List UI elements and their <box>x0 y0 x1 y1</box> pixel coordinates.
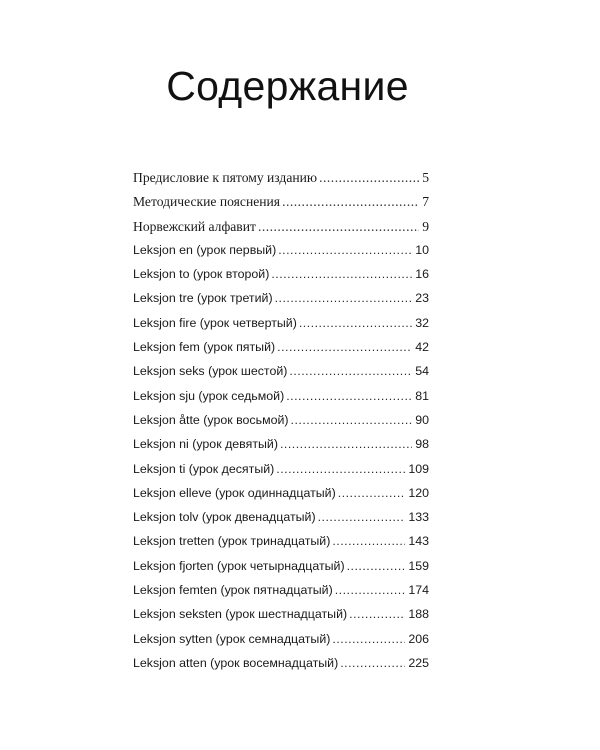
toc-entry-label: Методические пояснения <box>133 194 281 210</box>
toc-entry-page: 174 <box>408 583 429 598</box>
toc-entry-label: Leksjon ni (урок девятый) <box>133 437 278 452</box>
toc-entry-page: 42 <box>415 340 429 355</box>
toc-entry-page: 120 <box>408 485 429 500</box>
toc-entry-page: 32 <box>415 315 429 330</box>
toc-entry-label: Предисловие к пятому изданию <box>133 170 318 185</box>
dot-leader <box>275 291 413 305</box>
toc-entry <box>133 559 429 583</box>
toc-entry <box>133 243 429 267</box>
toc-entry-label: Leksjon ti (урок десятый) <box>133 461 275 476</box>
toc-entry <box>133 437 429 461</box>
table-of-contents <box>133 170 429 680</box>
dot-leader <box>332 534 405 548</box>
toc-entry-page: 90 <box>415 412 429 427</box>
toc-entry-page: 225 <box>408 655 429 670</box>
toc-entry <box>133 510 429 534</box>
dot-leader <box>289 364 412 378</box>
toc-entry <box>133 534 429 558</box>
dot-leader <box>271 267 412 281</box>
dot-leader <box>299 316 412 330</box>
toc-entry-label: Leksjon seks (урок шестой) <box>133 364 288 379</box>
toc-entry-label: Leksjon elleve (урок одиннадцатый) <box>133 485 336 500</box>
toc-entry <box>133 486 429 510</box>
dot-leader <box>286 389 412 403</box>
toc-entry-label: Leksjon fjorten (урок четырнадцатый) <box>133 558 345 573</box>
toc-entry-label: Leksjon tretten (урок тринадцатый) <box>133 534 331 549</box>
toc-entry-label: Leksjon åtte (урок восьмой) <box>133 412 289 427</box>
toc-entry <box>133 583 429 607</box>
toc-entry <box>133 462 429 486</box>
toc-entry-page: 109 <box>408 461 429 476</box>
dot-leader <box>347 559 406 573</box>
dot-leader <box>340 656 405 670</box>
toc-entry <box>133 194 429 218</box>
toc-entry-page: 5 <box>422 170 429 185</box>
toc-entry-page: 206 <box>408 631 429 646</box>
dot-leader <box>332 632 405 646</box>
toc-entry-page: 143 <box>408 534 429 549</box>
toc-entry-label: Leksjon fem (урок пятый) <box>133 340 276 355</box>
toc-entry-page: 98 <box>415 437 429 452</box>
toc-entry <box>133 316 429 340</box>
toc-entry-page: 16 <box>415 267 429 282</box>
toc-entry-page: 133 <box>408 510 429 525</box>
dot-leader <box>318 510 406 524</box>
toc-entry <box>133 364 429 388</box>
toc-entry <box>133 170 429 194</box>
toc-entry <box>133 413 429 437</box>
toc-entry-label: Leksjon tre (урок третий) <box>133 291 273 306</box>
toc-entry-page: 7 <box>422 194 429 210</box>
dot-leader <box>277 340 412 354</box>
toc-entry-label: Leksjon tolv (урок двенадцатый) <box>133 510 316 525</box>
toc-entry-label: Leksjon sytten (урок семнадцатый) <box>133 631 331 646</box>
toc-entry <box>133 656 429 680</box>
dot-leader <box>280 437 412 451</box>
toc-entry <box>133 632 429 656</box>
dot-leader <box>335 583 406 597</box>
toc-entry-label: Leksjon en (урок первый) <box>133 242 277 257</box>
toc-entry-label: Leksjon to (урок второй) <box>133 267 270 282</box>
toc-entry-label: Leksjon fire (урок четвертый) <box>133 315 297 330</box>
dot-leader <box>276 462 405 476</box>
dot-leader <box>349 607 405 621</box>
dot-leader <box>319 170 419 186</box>
toc-entry-page: 10 <box>415 242 429 257</box>
toc-entry-page: 9 <box>422 218 429 234</box>
dot-leader <box>278 243 412 257</box>
toc-entry <box>133 291 429 315</box>
toc-entry-label: Leksjon sju (урок седьмой) <box>133 388 285 403</box>
toc-entry <box>133 607 429 631</box>
toc-entry-label: Leksjon femten (урок пятнадцатый) <box>133 583 333 598</box>
dot-leader <box>291 413 413 427</box>
toc-entry-label: Leksjon atten (урок восемнадцатый) <box>133 655 339 670</box>
toc-entry-page: 81 <box>415 388 429 403</box>
toc-entry <box>133 267 429 291</box>
dot-leader <box>258 219 419 235</box>
dot-leader <box>338 486 406 500</box>
toc-entry <box>133 219 429 243</box>
toc-entry-page: 188 <box>408 607 429 622</box>
toc-entry-page: 159 <box>408 558 429 573</box>
toc-entry <box>133 389 429 413</box>
dot-leader <box>282 194 419 210</box>
toc-entry-page: 54 <box>415 364 429 379</box>
toc-entry-label: Leksjon seksten (урок шестнадцатый) <box>133 607 348 622</box>
page-title: Содержание <box>166 63 409 109</box>
toc-entry <box>133 340 429 364</box>
toc-entry-page: 23 <box>415 291 429 306</box>
toc-entry-label: Норвежский алфавит <box>133 218 256 234</box>
